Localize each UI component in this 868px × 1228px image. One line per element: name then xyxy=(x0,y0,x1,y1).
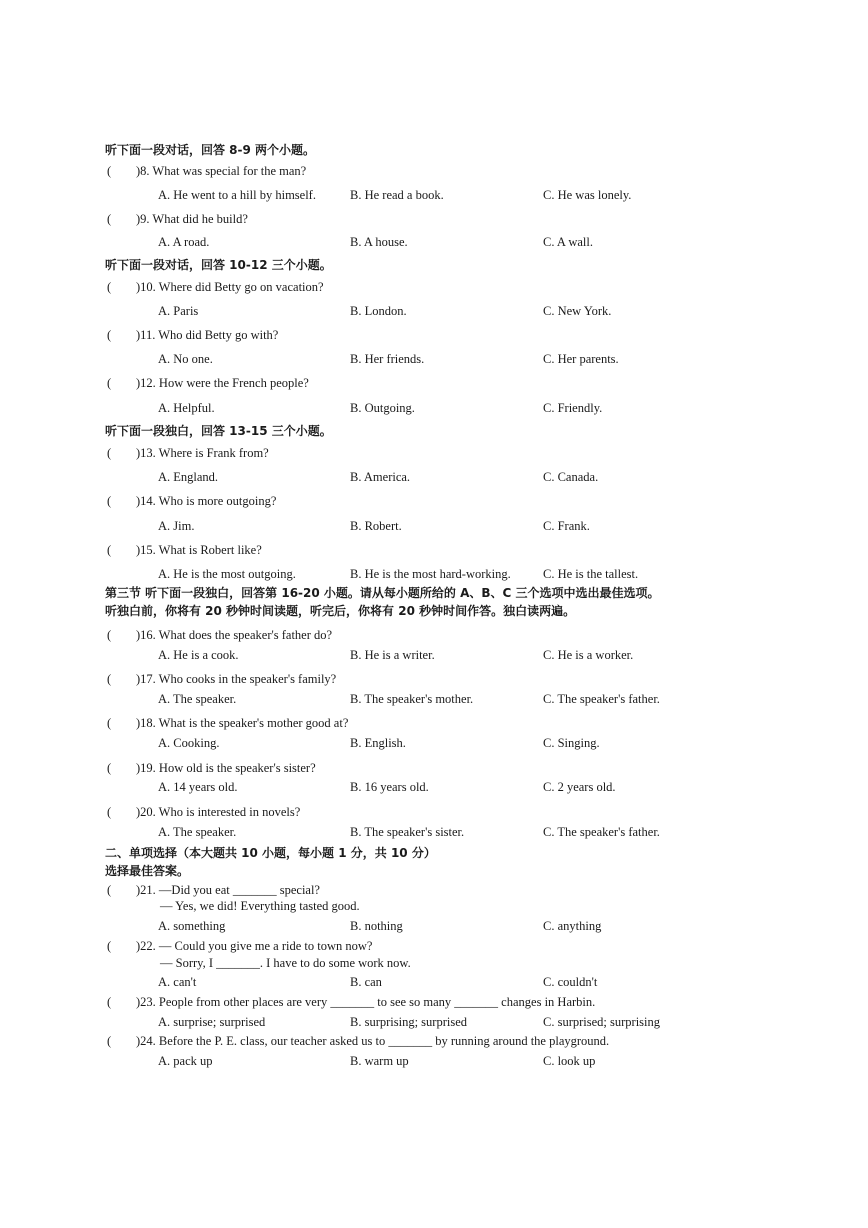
option-a: A. 14 years old. xyxy=(158,780,238,794)
option-b: B. English. xyxy=(350,736,406,750)
answer-paren: ( xyxy=(107,805,112,819)
option-c: C. anything xyxy=(543,919,602,933)
option-a: A. The speaker. xyxy=(158,692,237,706)
option-b: B. London. xyxy=(350,304,407,318)
answer-paren: ( xyxy=(107,494,112,508)
option-c: C. Friendly. xyxy=(543,401,603,415)
question-stem: )22. — Could you give me a ride to town now? xyxy=(136,939,373,953)
section-header: 听下面一段对话，回答 8-9 两个小题。 xyxy=(105,143,316,157)
question-stem: )15. What is Robert like? xyxy=(136,543,262,557)
answer-paren: ( xyxy=(107,761,112,775)
section-header: 第三节 听下面一段独白，回答第 16-20 小题。请从每小题所给的 A、B、C 三个选项中选出最佳选项。 xyxy=(105,586,660,600)
answer-paren: ( xyxy=(107,628,112,642)
option-b: B. Her friends. xyxy=(350,352,425,366)
answer-paren: ( xyxy=(107,376,112,390)
question-stem: )17. Who cooks in the speaker's family? xyxy=(136,672,337,686)
option-b: B. He is the most hard-working. xyxy=(350,567,511,581)
answer-paren: ( xyxy=(107,543,112,557)
option-a: A. pack up xyxy=(158,1054,213,1068)
question-stem: )10. Where did Betty go on vacation? xyxy=(136,280,324,294)
option-c: C. New York. xyxy=(543,304,612,318)
option-c: C. The speaker's father. xyxy=(543,692,660,706)
answer-paren: ( xyxy=(107,328,112,342)
section-header: 听下面一段对话，回答 10-12 三个小题。 xyxy=(105,258,332,272)
option-a: A. He is a cook. xyxy=(158,648,239,662)
option-b: B. nothing xyxy=(350,919,403,933)
option-c: C. 2 years old. xyxy=(543,780,616,794)
option-b: B. warm up xyxy=(350,1054,409,1068)
option-a: A. surprise; surprised xyxy=(158,1015,266,1029)
option-a: A. He went to a hill by himself. xyxy=(158,188,316,202)
option-c: C. The speaker's father. xyxy=(543,825,660,839)
question-stem: )19. How old is the speaker's sister? xyxy=(136,761,316,775)
answer-paren: ( xyxy=(107,939,112,953)
section-instructions: 听独白前，你将有 20 秒钟时间读题，听完后，你将有 20 秒钟时间作答。独白读两遍。 xyxy=(105,604,576,618)
question-stem: )24. Before the P. E. class, our teacher asked us to _______ by running around the playground. xyxy=(136,1034,610,1048)
option-c: C. look up xyxy=(543,1054,596,1068)
question-stem: )11. Who did Betty go with? xyxy=(136,328,279,342)
option-a: A. Jim. xyxy=(158,519,195,533)
option-b: B. can xyxy=(350,975,382,989)
question-stem: )8. What was special for the man? xyxy=(136,164,307,178)
option-a: A. A road. xyxy=(158,235,210,249)
question-stem: )9. What did he build? xyxy=(136,212,248,226)
option-a: A. No one. xyxy=(158,352,213,366)
option-a: A. England. xyxy=(158,470,219,484)
part-header: 二、单项选择（本大题共 10 小题，每小题 1 分，共 10 分） xyxy=(105,846,436,860)
option-b: B. A house. xyxy=(350,235,408,249)
option-b: B. The speaker's mother. xyxy=(350,692,474,706)
option-a: A. He is the most outgoing. xyxy=(158,567,296,581)
question-stem: )14. Who is more outgoing? xyxy=(136,494,277,508)
option-c: C. Her parents. xyxy=(543,352,619,366)
option-c: C. He is a worker. xyxy=(543,648,634,662)
section-header: 听下面一段独白，回答 13-15 三个小题。 xyxy=(105,424,332,438)
option-c: C. Singing. xyxy=(543,736,600,750)
option-c: C. He was lonely. xyxy=(543,188,632,202)
option-b: B. surprising; surprised xyxy=(350,1015,468,1029)
option-c: C. A wall. xyxy=(543,235,594,249)
option-a: A. Helpful. xyxy=(158,401,215,415)
answer-paren: ( xyxy=(107,280,112,294)
option-b: B. 16 years old. xyxy=(350,780,429,794)
option-a: A. Cooking. xyxy=(158,736,220,750)
option-a: A. can't xyxy=(158,975,197,989)
question-stem: )13. Where is Frank from? xyxy=(136,446,269,460)
option-b: B. Outgoing. xyxy=(350,401,415,415)
answer-paren: ( xyxy=(107,672,112,686)
option-c: C. surprised; surprising xyxy=(543,1015,661,1029)
answer-paren: ( xyxy=(107,1034,112,1048)
question-stem-line2: — Sorry, I _______. I have to do some work now. xyxy=(160,956,411,970)
option-b: B. America. xyxy=(350,470,411,484)
answer-paren: ( xyxy=(107,883,112,897)
option-c: C. couldn't xyxy=(543,975,598,989)
answer-paren: ( xyxy=(107,212,112,226)
question-stem: )16. What does the speaker's father do? xyxy=(136,628,333,642)
question-stem-line2: — Yes, we did! Everything tasted good. xyxy=(160,899,360,913)
option-a: A. The speaker. xyxy=(158,825,237,839)
question-stem: )21. —Did you eat _______ special? xyxy=(136,883,320,897)
option-c: C. Frank. xyxy=(543,519,590,533)
option-b: B. He is a writer. xyxy=(350,648,435,662)
part-instructions: 选择最佳答案。 xyxy=(105,864,190,878)
option-a: A. Paris xyxy=(158,304,199,318)
question-stem: )20. Who is interested in novels? xyxy=(136,805,301,819)
answer-paren: ( xyxy=(107,446,112,460)
option-b: B. The speaker's sister. xyxy=(350,825,465,839)
option-c: C. He is the tallest. xyxy=(543,567,639,581)
option-c: C. Canada. xyxy=(543,470,599,484)
answer-paren: ( xyxy=(107,995,112,1009)
question-stem: )18. What is the speaker's mother good at? xyxy=(136,716,349,730)
answer-paren: ( xyxy=(107,164,112,178)
option-b: B. Robert. xyxy=(350,519,402,533)
question-stem: )23. People from other places are very _______ to see so many _______ changes in Harbin. xyxy=(136,995,596,1009)
option-a: A. something xyxy=(158,919,226,933)
question-stem: )12. How were the French people? xyxy=(136,376,309,390)
option-b: B. He read a book. xyxy=(350,188,444,202)
answer-paren: ( xyxy=(107,716,112,730)
